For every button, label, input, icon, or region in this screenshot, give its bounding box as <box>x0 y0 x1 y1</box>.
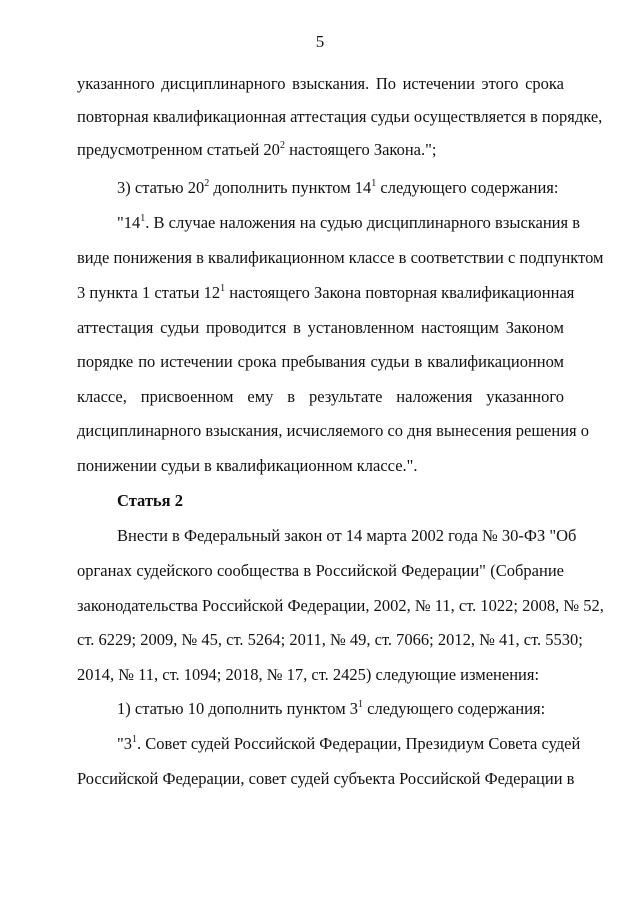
text-line: 3 пункта 1 статьи $12^1$ настоящего Закона повторная квалификационная <box>77 283 575 302</box>
page-number: 5 <box>315 32 325 51</box>
text-line: аттестация судьи проводится в установленном настоящим Законом <box>77 318 564 337</box>
text-line: ст. 6229; 2009, № 45, ст. 5264; 2011, № 49, ст. 7066; 2012, № 41, ст. 5530; <box>77 630 583 649</box>
text-line: 1) статью 10 дополнить пунктом $3^1$ следующего содержания: <box>117 699 546 718</box>
text-line: понижении судьи в квалификационном классе.". <box>77 456 418 475</box>
text-line: дисциплинарного взыскания, исчисляемого со дня вынесения решения о <box>77 421 589 440</box>
text-line: порядке по истечении срока пребывания судьи в квалификационном <box>77 352 564 371</box>
text-line: указанного дисциплинарного взыскания. По истечении этого срока <box>77 74 564 93</box>
text-line: органах судейского сообщества в Российской Федерации" (Собрание <box>77 561 564 580</box>
text-line: предусмотренном статьей $20^2$ настоящего Закона."; <box>77 140 437 159</box>
section-heading: Статья 2 <box>117 491 183 510</box>
text-line: классе, присвоенном ему в результате наложения указанного <box>77 387 564 406</box>
text-line: "$14^1$. В случае наложения на судью дисциплинарного взыскания в <box>117 213 581 232</box>
text-line: повторная квалификационная аттестация судьи осуществляется в порядке, <box>77 107 603 126</box>
text-line: "$3^1$. Совет судей Российской Федерации, Президиум Совета судей <box>117 734 581 753</box>
text-line: виде понижения в квалификационном классе в соответствии с подпунктом <box>77 248 604 267</box>
text-line: Внести в Федеральный закон от 14 марта 2002 года № 30-ФЗ "Об <box>117 526 577 545</box>
text-line: законодательства Российской Федерации, 2002, № 11, ст. 1022; 2008, № 52, <box>77 596 604 615</box>
text-line: 2014, № 11, ст. 1094; 2018, № 17, ст. 2425) следующие изменения: <box>77 665 540 684</box>
text-line: Российской Федерации, совет судей субъекта Российской Федерации в <box>77 769 575 788</box>
text-line: 3) статью $20^2$ дополнить пунктом $14^1$ следующего содержания: <box>117 178 559 197</box>
